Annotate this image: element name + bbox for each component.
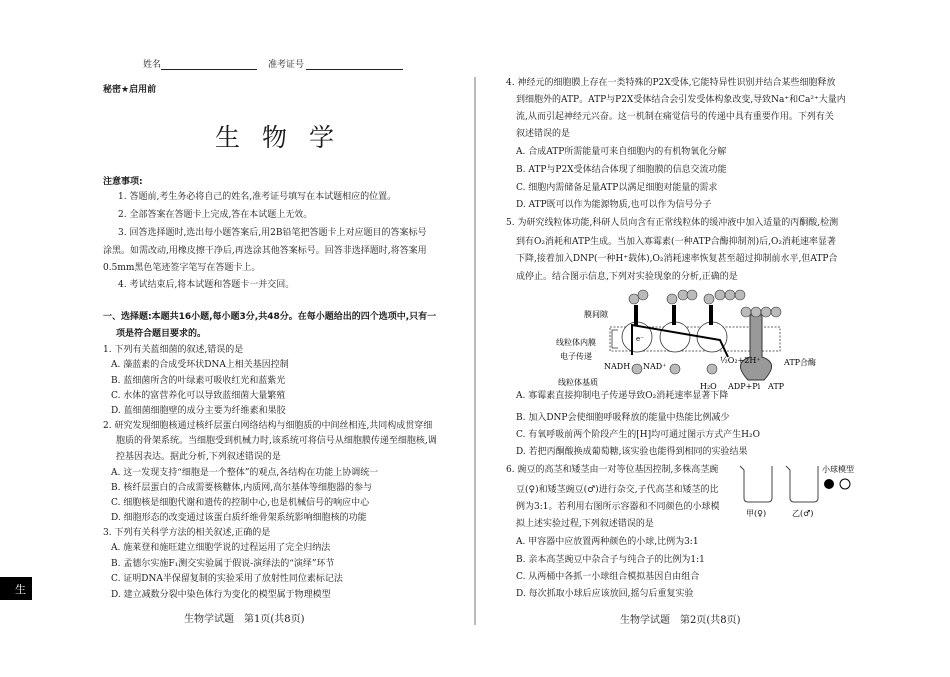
question-line: C. 水体的富营养化可以导致蓝细菌大量繁殖: [111, 391, 286, 401]
mitochondria-diagram: [550, 285, 840, 395]
question-line: 流,从而引起神经元兴奋。这一机制在痛觉信号的传递中具有重要作用。下列有关: [516, 112, 834, 122]
id-field[interactable]: [306, 69, 403, 70]
question-line: 胞质的骨架系统。当细胞受到机械力时,该系统可将信号从细胞膜传递至细胞核,调: [116, 436, 437, 446]
question-line: A. 这一发现支持“细胞是一个整体”的观点,各结构在功能上协调统一: [111, 468, 379, 478]
side-tab: [0, 577, 32, 600]
question-line: 豆(♀)和矮茎豌豆(♂)进行杂交,子代高茎和矮茎的比: [516, 485, 719, 495]
label-matrix: 线粒体基质: [558, 378, 598, 387]
question-line: D. 细胞形态的改变通过该蛋白质纤维骨架系统影响细胞核的功能: [111, 513, 367, 523]
label-adp: ADP+Pi: [728, 382, 761, 391]
question-line: 1. 下列有关蓝细菌的叙述,错误的是: [103, 345, 244, 355]
question-line: B. 蓝细菌所含的叶绿素可吸收红光和蓝紫光: [111, 376, 286, 386]
question-line: C. 证明DNA半保留复制的实验采用了放射性同位素标记法: [111, 574, 343, 584]
question-line: C. 细胞核是细胞代谢和遗传的控制中心,也是机械信号的响应中心: [111, 498, 370, 508]
beaker-jia: [740, 466, 772, 502]
black-ball: [824, 479, 834, 489]
text-line: 0.5mm黑色笔迹签字笔写在答题卡上。: [103, 263, 261, 273]
question-line: C. 有氧呼吸前两个阶段产生的[H]均可通过图示方式产生H₂O: [516, 430, 760, 440]
question-line: 例为3:1。若利用右图所示容器和不同颜色的小球模: [516, 502, 720, 512]
label-inner-membrane: 线粒体内膜: [556, 338, 596, 347]
question-line: D. 建立减数分裂中染色体行为变化的模型属于物理模型: [111, 590, 331, 600]
question-line: B. 亲本高茎豌豆中杂合子与纯合子的比例为1:1: [516, 555, 705, 565]
section-line: 项是符合题目要求的。: [116, 329, 207, 339]
question-line: A. 藻蓝素的合成受环状DNA上相关基因控制: [111, 360, 289, 370]
text-line: 3. 回答选择题时,选出每小题答案后,用2B铅笔把答题卡上对应题目的答案标号: [118, 228, 427, 238]
label-yi: 乙(♂): [792, 509, 814, 518]
question-line: 6. 豌豆的高茎和矮茎由一对等位基因控制,多株高茎豌: [506, 465, 719, 475]
question-line: A. 甲容器中应放置两种颜色的小球,比例为3:1: [516, 537, 699, 547]
label-jia: 甲(♀): [746, 509, 767, 518]
question-line: 5. 为研究线粒体功能,科研人员向含有正常线粒体的缓冲液中加入适量的丙酮酸,检测: [506, 218, 839, 228]
text-line: 4. 考试结束后,将本试题和答题卡一并交回。: [118, 280, 295, 290]
beaker-yi: [786, 466, 818, 502]
question-line: B. 加入DNP会使细胞呼吸释放的能量中热能比例减少: [516, 413, 730, 423]
footer-page-2: 生物学试题 第2页(共8页): [620, 615, 741, 626]
question-line: A. 施莱登和施旺建立细胞学说的过程运用了完全归纳法: [111, 543, 331, 553]
label-o2: ½O₂+2H⁺: [720, 356, 761, 365]
question-line: D. 若把丙酮酸换成葡萄糖,该实验也能得到相同的实验结果: [516, 447, 748, 457]
question-line: 成停止。结合图示信息,下列对实验现象的分析,正确的是: [516, 272, 738, 282]
question-line: 控基因表达。据此分析,下列叙述错误的是: [116, 452, 281, 462]
question-line: 到细胞外的ATP。ATP与P2X受体结合会引发受体构象改变,导致Na⁺和Ca²⁺大量内: [516, 95, 846, 105]
question-line: 2. 研究发现细胞核通过核纤层蛋白网络结构与细胞质的中间丝相连,共同构成贯穿细: [103, 421, 433, 431]
question-line: 叙述错误的是: [516, 129, 571, 139]
label-intermembrane: 膜间隙: [584, 310, 608, 319]
question-line: B. 核纤层蛋白的合成需要核糖体,内质网,高尔基体等细胞器的参与: [111, 483, 373, 493]
label-atp: ATP: [768, 382, 785, 391]
question-line: C. 细胞内需储备足量ATP以满足细胞对能量的需求: [516, 183, 718, 193]
text-line: 2. 全部答案在答题卡上完成,答在本试题上无效。: [118, 210, 313, 220]
side-tab-label: 生: [15, 583, 26, 596]
footer-page-1: 生物学试题 第1页(共8页): [184, 614, 305, 625]
question-line: 到有O₂消耗和ATP生成。当加入寡霉素(一种ATP合酶抑制剂)后,O₂消耗速率显著: [516, 237, 836, 247]
question-line: A. 寡霉素直接抑制电子传递导致O₂消耗速率显著下降: [516, 391, 729, 401]
label-ball-model: 小球模型: [822, 465, 854, 474]
question-line: 拟上述实验过程,下列叙述错误的是: [516, 519, 654, 529]
question-line: D. 每次抓取小球后应该放回,摇匀后重复实验: [516, 589, 694, 599]
question-line: B. ATP与P2X受体结合体现了细胞膜的信息交流功能: [516, 165, 727, 175]
white-ball: [840, 479, 850, 489]
label-nadh: NADH: [604, 362, 631, 371]
section-line: 一、选择题:本题共16小题,每小题3分,共48分。在每小题给出的四个选项中,只有一: [103, 312, 437, 322]
label-h2o: H₂O: [700, 382, 717, 391]
question-line: 下降,接着加入DNP(一种H⁺载体),O₂消耗速率恢复甚至超过抑制前水平,但ATP合: [516, 254, 838, 264]
question-line: B. 孟德尔实施F₁测交实验属于假说-演绎法的“演绎”环节: [111, 559, 335, 569]
label-e: e⁻: [636, 335, 644, 343]
text-line: 涂黑。如需改动,用橡皮擦干净后,再选涂其他答案标号。回答非选择题时,将答案用: [103, 246, 427, 256]
name-label: 姓名: [143, 60, 162, 70]
question-line: A. 合成ATP所需能量可来自细胞内的有机物氧化分解: [516, 147, 727, 157]
label-synthase: ATP合酶: [784, 358, 817, 367]
text-line: 1. 答题前,考生务必将自己的姓名,准考证号填写在本试题相应的位置。: [118, 192, 397, 202]
notice-heading: 注意事项:: [103, 177, 143, 187]
page-title: 生物学: [215, 123, 357, 152]
question-line: C. 从两桶中各抓一小球组合模拟基因自由组合: [516, 572, 700, 582]
label-nad: NAD⁺: [643, 362, 667, 371]
question-line: 4. 神经元的细胞膜上存在一类特殊的P2X受体,它能特异性识别并结合某些细胞释放: [506, 78, 836, 88]
label-electron-transfer: 电子传递: [560, 352, 592, 361]
name-field[interactable]: [161, 69, 257, 70]
id-label: 准考证号: [268, 60, 305, 70]
question-line: D. 蓝细菌细胞壁的成分主要为纤维素和果胶: [111, 406, 286, 416]
secret-label: 秘密★启用前: [103, 85, 157, 95]
column-divider: [474, 77, 476, 625]
beaker-diagram: [736, 462, 866, 522]
question-line: D. ATP既可以作为能源物质,也可以作为信号分子: [516, 200, 712, 210]
question-line: 3. 下列有关科学方法的相关叙述,正确的是: [103, 528, 271, 538]
